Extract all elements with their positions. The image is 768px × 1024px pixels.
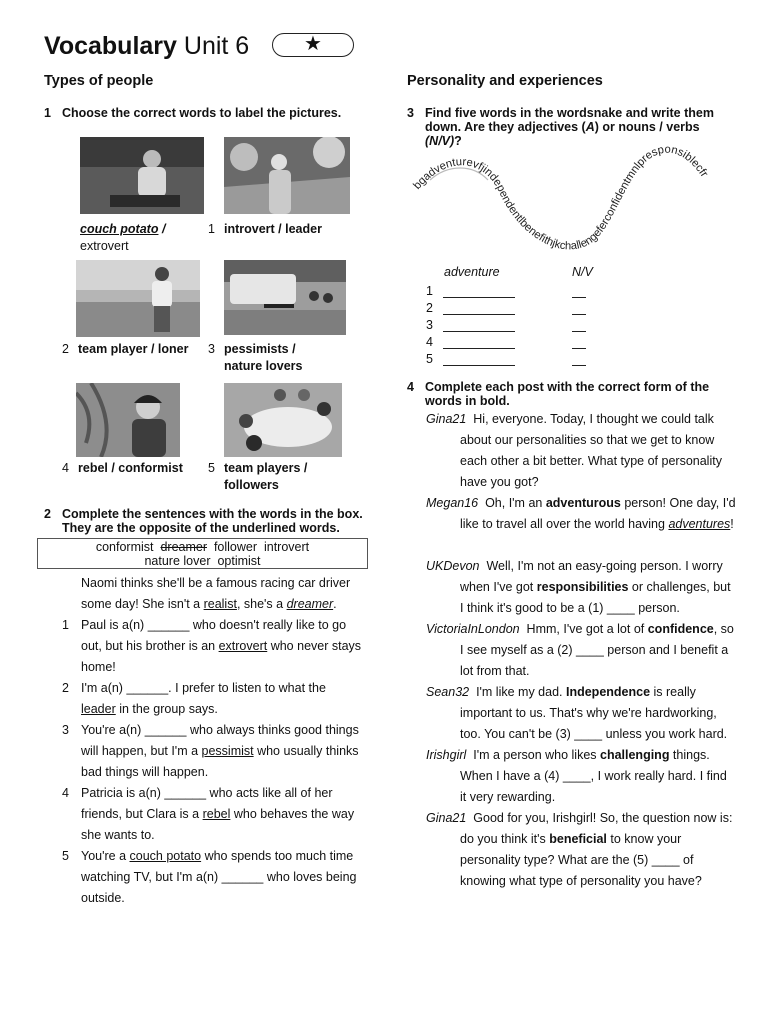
sentence-1: 1 Paul is a(n) ______ who doesn't really like to go out, but his brother is an extrovert who never stays home! — [62, 618, 362, 674]
label-picture-2: 2 team player / loner — [62, 342, 189, 356]
answer-row-5: 5 — [426, 352, 626, 369]
word-box: conformist dreamer follower introvert nature lover optimist — [37, 538, 368, 569]
post-sean32: Sean32 I'm like my dad. Independence is really important to us. That's why we're hardworking, too. You can't be (3) ____ unless you work hard. — [426, 685, 728, 741]
photo-loner — [76, 260, 200, 337]
word-blank-1[interactable] — [443, 284, 515, 298]
word-blank-3[interactable] — [443, 318, 515, 332]
exercise-1-instruction: 1 Choose the correct words to label the pictures. — [44, 106, 342, 120]
post-gina21-2: Gina21 Good for you, Irishgirl! So, the question now is: do you think it's beneficial to know your personality type? What are the (5) ____ of knowing what type of personality you have? — [426, 811, 733, 888]
word-blank-5[interactable] — [443, 352, 515, 366]
section-title-types: Types of people — [44, 73, 154, 89]
label-picture-1: 1 introvert / leader — [208, 222, 322, 236]
type-blank-5[interactable] — [572, 352, 586, 366]
photo-rebel — [76, 383, 180, 457]
label-picture-4: 4 rebel / conformist — [62, 461, 183, 475]
title-unit: Unit 6 — [183, 32, 250, 60]
answer-row-2: 2 — [426, 301, 626, 318]
type-blank-2[interactable] — [572, 301, 586, 315]
label-picture-3: 3 pessimists / nature lovers — [208, 342, 303, 373]
star-level-badge — [272, 33, 354, 57]
post-victoriainlondon: VictoriaInLondon Hmm, I've got a lot of confidence, so I see myself as a (2) ____ person and I benefit a lot from that. — [426, 622, 734, 678]
photo-team-players — [224, 383, 342, 457]
exercise-2-instruction: 2 Complete the sentences with the words in the box. They are the opposite of the underlined words. — [44, 507, 363, 535]
sentence-2: 2 I'm a(n) ______. I prefer to listen to what the leader in the group says. — [62, 681, 326, 716]
section-title-personality: Personality and experiences — [407, 73, 603, 89]
title-bold: Vocabulary — [44, 32, 177, 60]
post-irishgirl: Irishgirl I'm a person who likes challenging things. When I have a (4) ____, I work really hard. I find it very rewarding. — [426, 748, 727, 804]
page-title — [44, 32, 249, 61]
answer-row-3: 3 — [426, 318, 626, 335]
answer-row-4: 4 — [426, 335, 626, 352]
example-type: N/V — [572, 265, 593, 279]
type-blank-4[interactable] — [572, 335, 586, 349]
post-gina21-1: Gina21 Hi, everyone. Today, I thought we could talk about our personalities so that we get to know each other a bit better. What type of personality have you got? — [426, 412, 722, 489]
type-blank-3[interactable] — [572, 318, 586, 332]
post-ukdevon: UKDevon Well, I'm not an easy-going person. I worry when I've got responsibilities or challenges, but I think it's good to be a (1) ____ person. — [426, 559, 731, 615]
answer-row-1: 1 — [426, 284, 626, 301]
example-word: adventure — [444, 265, 500, 279]
photo-leader — [224, 137, 350, 214]
wordsnake-text: bgadventurevfjindependentlbenefithjkchallengeferconfidentmnlpresponsiblecfr — [411, 143, 711, 253]
exercise-3-instruction: 3 Find five words in the wordsnake and write them down. Are they adjectives (A) or nouns / verbs (N/V)? — [407, 106, 714, 148]
sentence-5: 5 You're a couch potato who spends too much time watching TV, but I'm a(n) ______ who loves being outside. — [62, 849, 357, 905]
sentence-4: 4 Patricia is a(n) ______ who acts like all of her friends, but Clara is a rebel who behaves the way she wants to. — [62, 786, 355, 842]
sentence-3: 3 You're a(n) ______ who always thinks good things will happen, but I'm a pessimist who usually thinks bad things will happen. — [62, 723, 359, 779]
wordsnake — [408, 140, 738, 266]
star-icon: ★ — [304, 33, 322, 55]
label-picture-5: 5 team players / followers — [208, 461, 308, 492]
type-blank-1[interactable] — [572, 284, 586, 298]
post-megan16: Megan16 Oh, I'm an adventurous person! One day, I'd like to travel all over the world having adventures! — [426, 496, 736, 531]
photo-couch-potato — [80, 137, 204, 214]
example-sentence: Naomi thinks she'll be a famous racing car driver some day! She isn't a realist, she's a dreamer. — [81, 576, 351, 611]
word-blank-4[interactable] — [443, 335, 515, 349]
word-blank-2[interactable] — [443, 301, 515, 315]
photo-nature-lovers — [224, 260, 346, 335]
label-picture-0: couch potato / extrovert — [80, 222, 166, 253]
exercise-4-instruction: 4 Complete each post with the correct form of the words in bold. — [407, 380, 710, 408]
